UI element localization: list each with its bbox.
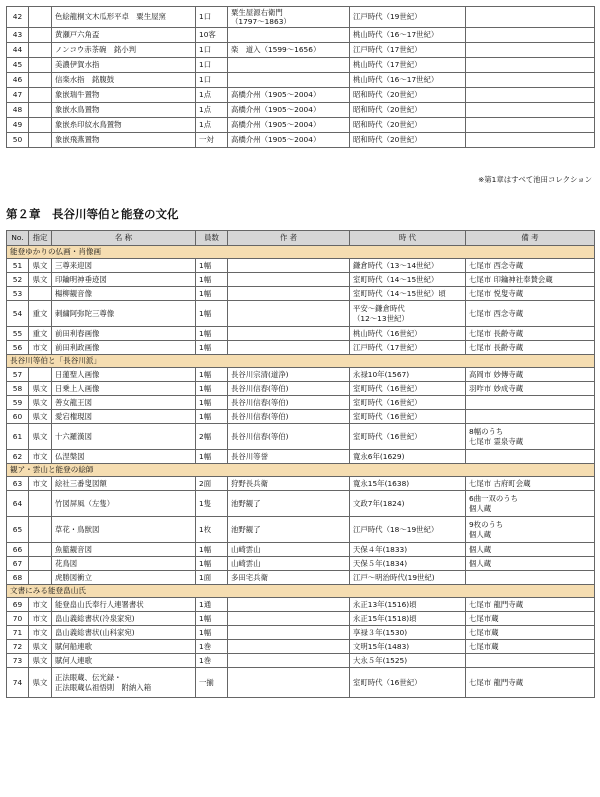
section-title: 長谷川等伯と「長谷川派」 [7, 355, 595, 368]
cell-remarks: 個人蔵 [466, 543, 595, 557]
cell-artist: 山崎雲山 [228, 543, 350, 557]
cell-period: 江戸時代（19世紀） [350, 7, 466, 28]
cell-quantity: 1幅 [196, 396, 228, 410]
cell-period: 享禄３年(1530) [350, 626, 466, 640]
section-title: 観ア・雲山と能登の絵師 [7, 464, 595, 477]
column-header: 名 称 [52, 231, 196, 246]
cell-item-number: 65 [7, 517, 29, 543]
cell-remarks [466, 133, 595, 148]
cell-artist [228, 654, 350, 668]
cell-remarks: 羽咋市 妙成寺蔵 [466, 382, 595, 396]
table-row [7, 73, 595, 88]
cell-item-number: 52 [7, 273, 29, 287]
cell-item-name: 竹図屏風（左隻） [52, 491, 196, 517]
column-header: 員数 [196, 231, 228, 246]
table-row [7, 396, 595, 410]
cell-designation: 県文 [29, 424, 52, 450]
cell-item-name: 畠山義総書状(山科家宛) [52, 626, 196, 640]
cell-period: 桃山時代（16〜17世紀） [350, 28, 466, 43]
cell-quantity: 一対 [196, 133, 228, 148]
cell-item-name: 仏涅槃図 [52, 450, 196, 464]
cell-designation [29, 103, 52, 118]
cell-item-name: 象嵌瑞牛置物 [52, 88, 196, 103]
table-row [7, 424, 595, 450]
cell-period: 桃山時代（16世紀） [350, 327, 466, 341]
table-row [7, 598, 595, 612]
cell-period: 桃山時代（16〜17世紀） [350, 73, 466, 88]
table-row [7, 612, 595, 626]
table-row [7, 543, 595, 557]
table-row [7, 28, 595, 43]
cell-item-name: 善女龍王図 [52, 396, 196, 410]
cell-designation: 市文 [29, 450, 52, 464]
cell-item-number: 70 [7, 612, 29, 626]
cell-artist: 長谷川信春(等伯) [228, 396, 350, 410]
table-row [7, 368, 595, 382]
cell-designation: 県文 [29, 273, 52, 287]
cell-period: 大永５年(1525) [350, 654, 466, 668]
cell-designation: 県文 [29, 410, 52, 424]
table-row [7, 654, 595, 668]
cell-quantity: 1口 [196, 43, 228, 58]
cell-item-name: 信楽水指 銘腹鼓 [52, 73, 196, 88]
cell-period: 室町時代（16世紀） [350, 396, 466, 410]
cell-item-name: 畠山義総書状(冷泉家宛) [52, 612, 196, 626]
cell-item-name: 前田利政画像 [52, 341, 196, 355]
section-header-row [7, 464, 595, 477]
column-header: 作 者 [228, 231, 350, 246]
table-row [7, 287, 595, 301]
cell-item-number: 69 [7, 598, 29, 612]
cell-item-name: 花鳥図 [52, 557, 196, 571]
cell-artist [228, 612, 350, 626]
cell-item-number: 74 [7, 668, 29, 698]
cell-period: 天保４年(1833) [350, 543, 466, 557]
cell-remarks: 七尾市 西念寺蔵 [466, 301, 595, 327]
cell-artist [228, 341, 350, 355]
cell-period: 室町時代（16世紀） [350, 382, 466, 396]
cell-item-name: 楊柳観音像 [52, 287, 196, 301]
cell-item-name: 能登畠山氏奉行人連署書状 [52, 598, 196, 612]
cell-artist [228, 28, 350, 43]
table-row [7, 88, 595, 103]
chapter2-table-body [7, 246, 595, 698]
cell-quantity: 1口 [196, 58, 228, 73]
cell-item-name: 三尊来迎図 [52, 259, 196, 273]
cell-item-name: ノンコウ赤茶碗 銘小判 [52, 43, 196, 58]
cell-period: 寛永6年(1629) [350, 450, 466, 464]
column-header: 備 考 [466, 231, 595, 246]
table-header-row [7, 231, 595, 246]
table-row [7, 7, 595, 28]
cell-quantity: 1幅 [196, 612, 228, 626]
cell-designation [29, 287, 52, 301]
cell-item-number: 44 [7, 43, 29, 58]
cell-item-name: 前田利春画像 [52, 327, 196, 341]
cell-item-name: 印鑰明神垂迹図 [52, 273, 196, 287]
table-row [7, 668, 595, 698]
cell-artist: 山崎雲山 [228, 557, 350, 571]
cell-artist: 楽 道入（1599〜1656） [228, 43, 350, 58]
cell-period: 昭和時代（20世紀） [350, 103, 466, 118]
table-row [7, 517, 595, 543]
cell-item-number: 50 [7, 133, 29, 148]
cell-artist [228, 259, 350, 273]
cell-artist [228, 273, 350, 287]
table-row [7, 557, 595, 571]
cell-remarks [466, 118, 595, 133]
cell-item-number: 59 [7, 396, 29, 410]
cell-item-number: 64 [7, 491, 29, 517]
cell-artist [228, 287, 350, 301]
cell-remarks: 個人蔵 [466, 557, 595, 571]
cell-remarks: 七尾市蔵 [466, 612, 595, 626]
cell-designation [29, 543, 52, 557]
cell-quantity: 1隻 [196, 491, 228, 517]
chapter1-table [6, 6, 595, 148]
cell-designation: 市文 [29, 612, 52, 626]
cell-remarks [466, 571, 595, 585]
cell-quantity: 1幅 [196, 410, 228, 424]
cell-quantity: 1点 [196, 88, 228, 103]
cell-artist: 池野観了 [228, 491, 350, 517]
cell-period: 室町時代（14〜15世紀）頃 [350, 287, 466, 301]
cell-quantity: 1幅 [196, 543, 228, 557]
cell-remarks [466, 58, 595, 73]
table-row [7, 133, 595, 148]
cell-artist: 高橋介州（1905〜2004） [228, 118, 350, 133]
cell-artist: 狩野長兵衛 [228, 477, 350, 491]
cell-designation: 市文 [29, 626, 52, 640]
cell-artist [228, 598, 350, 612]
chapter-title: 第２章 長谷川等伯と能登の文化 [6, 207, 179, 221]
cell-artist: 長谷川宗清(道浄) [228, 368, 350, 382]
column-header: No. [7, 231, 29, 246]
cell-item-number: 48 [7, 103, 29, 118]
cell-period: 天保５年(1834) [350, 557, 466, 571]
table-row [7, 410, 595, 424]
cell-quantity: 1幅 [196, 450, 228, 464]
cell-item-number: 49 [7, 118, 29, 133]
cell-item-number: 62 [7, 450, 29, 464]
cell-quantity: 1幅 [196, 327, 228, 341]
cell-designation: 市文 [29, 341, 52, 355]
cell-item-number: 58 [7, 382, 29, 396]
cell-remarks: 七尾市 西念寺蔵 [466, 259, 595, 273]
cell-quantity: 1幅 [196, 557, 228, 571]
cell-remarks: 七尾市 長齢寺蔵 [466, 341, 595, 355]
cell-remarks: 七尾市 印鑰神社奉賛会蔵 [466, 273, 595, 287]
column-header: 時 代 [350, 231, 466, 246]
cell-designation: 重文 [29, 301, 52, 327]
cell-item-number: 51 [7, 259, 29, 273]
cell-item-number: 43 [7, 28, 29, 43]
cell-quantity: 2面 [196, 477, 228, 491]
cell-item-name: 日蓮聖人画像 [52, 368, 196, 382]
table-row [7, 491, 595, 517]
cell-remarks: 高岡市 妙傳寺蔵 [466, 368, 595, 382]
cell-artist: 長谷川等誉 [228, 450, 350, 464]
cell-remarks: 9枚のうち 個人蔵 [466, 517, 595, 543]
cell-period: 江戸時代（17世紀） [350, 341, 466, 355]
cell-quantity: 1幅 [196, 273, 228, 287]
cell-period: 平安〜鎌倉時代 （12〜13世紀） [350, 301, 466, 327]
cell-quantity: 1幅 [196, 626, 228, 640]
cell-item-number: 60 [7, 410, 29, 424]
cell-item-name: 虎勝図衝立 [52, 571, 196, 585]
cell-item-number: 73 [7, 654, 29, 668]
cell-period: 江戸時代（18〜19世紀） [350, 517, 466, 543]
table-row [7, 118, 595, 133]
cell-item-number: 46 [7, 73, 29, 88]
cell-designation [29, 7, 52, 28]
cell-period: 昭和時代（20世紀） [350, 118, 466, 133]
cell-designation: 市文 [29, 477, 52, 491]
cell-designation: 県文 [29, 654, 52, 668]
cell-remarks: 七尾市 長齢寺蔵 [466, 327, 595, 341]
cell-remarks: 七尾市蔵 [466, 640, 595, 654]
section-header-row [7, 355, 595, 368]
cell-item-name: 象嵌水鳥置物 [52, 103, 196, 118]
cell-designation [29, 557, 52, 571]
cell-designation [29, 58, 52, 73]
cell-item-name: 魚籃観音図 [52, 543, 196, 557]
cell-item-name: 草花・鳥獣図 [52, 517, 196, 543]
cell-item-name: 象嵌飛燕置物 [52, 133, 196, 148]
cell-period: 昭和時代（20世紀） [350, 133, 466, 148]
cell-item-number: 54 [7, 301, 29, 327]
cell-artist: 長谷川信春(等伯) [228, 424, 350, 450]
cell-artist [228, 73, 350, 88]
cell-artist: 池野観了 [228, 517, 350, 543]
table-row [7, 382, 595, 396]
cell-item-number: 67 [7, 557, 29, 571]
section-title: 能登ゆかりの仏画・肖像画 [7, 246, 595, 259]
cell-designation [29, 73, 52, 88]
cell-designation [29, 43, 52, 58]
cell-artist: 高橋介州（1905〜2004） [228, 88, 350, 103]
cell-quantity: 2幅 [196, 424, 228, 450]
cell-item-name: 美濃伊賀水指 [52, 58, 196, 73]
cell-item-number: 61 [7, 424, 29, 450]
cell-quantity: 1通 [196, 598, 228, 612]
cell-artist: 粟生屋源右衛門 （1797〜1863） [228, 7, 350, 28]
cell-remarks [466, 7, 595, 28]
section-header-row [7, 585, 595, 598]
cell-quantity: 10客 [196, 28, 228, 43]
cell-period: 永正13年(1516)頃 [350, 598, 466, 612]
cell-designation [29, 368, 52, 382]
cell-item-name: 刺繍阿弥陀三尊像 [52, 301, 196, 327]
cell-item-number: 66 [7, 543, 29, 557]
cell-item-name: 賦何船連歌 [52, 640, 196, 654]
cell-item-number: 72 [7, 640, 29, 654]
cell-remarks: 6曲一双のうち 個人蔵 [466, 491, 595, 517]
cell-period: 昭和時代（20世紀） [350, 88, 466, 103]
cell-item-number: 42 [7, 7, 29, 28]
cell-period: 文明15年(1483) [350, 640, 466, 654]
cell-remarks: 七尾市蔵 [466, 626, 595, 640]
cell-remarks: 七尾市 龍門寺蔵 [466, 668, 595, 698]
cell-designation [29, 118, 52, 133]
cell-quantity: 1幅 [196, 368, 228, 382]
cell-artist: 多田宅兵衛 [228, 571, 350, 585]
cell-item-name: 絵社三番叟図額 [52, 477, 196, 491]
cell-period: 永禄10年(1567) [350, 368, 466, 382]
cell-artist [228, 640, 350, 654]
cell-quantity: 1点 [196, 103, 228, 118]
cell-designation [29, 88, 52, 103]
cell-period: 江戸〜明治時代(19世紀) [350, 571, 466, 585]
table-row [7, 327, 595, 341]
cell-designation: 県文 [29, 259, 52, 273]
table-row [7, 259, 595, 273]
cell-quantity: 1口 [196, 73, 228, 88]
cell-quantity: 一揃 [196, 668, 228, 698]
cell-designation: 県文 [29, 640, 52, 654]
cell-quantity: 1巻 [196, 654, 228, 668]
cell-designation [29, 28, 52, 43]
cell-artist [228, 301, 350, 327]
cell-item-number: 55 [7, 327, 29, 341]
cell-artist: 長谷川信春(等伯) [228, 410, 350, 424]
cell-quantity: 1幅 [196, 341, 228, 355]
cell-remarks [466, 28, 595, 43]
cell-artist [228, 626, 350, 640]
cell-period: 室町時代（14〜15世紀） [350, 273, 466, 287]
table-row [7, 301, 595, 327]
table-row [7, 626, 595, 640]
table-row [7, 477, 595, 491]
table-row [7, 58, 595, 73]
cell-designation: 県文 [29, 382, 52, 396]
cell-period: 室町時代（16世紀） [350, 410, 466, 424]
cell-item-name: 色絵龍桐文木瓜形平卓 粟生屋窯 [52, 7, 196, 28]
cell-item-number: 71 [7, 626, 29, 640]
cell-period: 室町時代（16世紀） [350, 668, 466, 698]
cell-artist: 高橋介州（1905〜2004） [228, 133, 350, 148]
cell-period: 江戸時代（17世紀） [350, 43, 466, 58]
cell-designation [29, 517, 52, 543]
cell-item-name: 象嵌糸印紋水鳥置物 [52, 118, 196, 133]
cell-remarks [466, 43, 595, 58]
cell-period: 寛永15年(1638) [350, 477, 466, 491]
collection-note: ※第1章はすべて池田コレクション [478, 175, 592, 184]
cell-remarks: 七尾市 悦叟寺蔵 [466, 287, 595, 301]
cell-artist: 高橋介州（1905〜2004） [228, 103, 350, 118]
cell-period: 室町時代（16世紀） [350, 424, 466, 450]
cell-designation: 重文 [29, 327, 52, 341]
cell-period: 永正15年(1518)頃 [350, 612, 466, 626]
table-row [7, 341, 595, 355]
table-row [7, 450, 595, 464]
table-row [7, 43, 595, 58]
cell-quantity: 1口 [196, 7, 228, 28]
cell-item-name: 日乗上人画像 [52, 382, 196, 396]
cell-quantity: 1幅 [196, 287, 228, 301]
cell-artist [228, 327, 350, 341]
cell-remarks: 8幅のうち 七尾市 霊泉寺蔵 [466, 424, 595, 450]
cell-quantity: 1幅 [196, 382, 228, 396]
cell-item-name: 十六羅漢図 [52, 424, 196, 450]
table-row [7, 273, 595, 287]
cell-period: 鎌倉時代（13〜14世紀） [350, 259, 466, 273]
cell-item-number: 68 [7, 571, 29, 585]
cell-item-name: 正法眼蔵、伝光録・ 正法眼蔵仏祖悟則 附納入箱 [52, 668, 196, 698]
cell-artist: 長谷川信春(等伯) [228, 382, 350, 396]
cell-quantity: 1幅 [196, 259, 228, 273]
cell-designation [29, 133, 52, 148]
cell-period: 桃山時代（17世紀） [350, 58, 466, 73]
cell-designation [29, 571, 52, 585]
cell-item-name: 賦何人連歌 [52, 654, 196, 668]
cell-item-number: 45 [7, 58, 29, 73]
cell-remarks [466, 410, 595, 424]
cell-remarks [466, 73, 595, 88]
cell-quantity: 1巻 [196, 640, 228, 654]
cell-quantity: 1枚 [196, 517, 228, 543]
column-header: 指定 [29, 231, 52, 246]
section-title: 文書にみる能登畠山氏 [7, 585, 595, 598]
cell-item-name: 愛宕権現図 [52, 410, 196, 424]
cell-item-name: 黄瀬戸六角盃 [52, 28, 196, 43]
cell-artist [228, 58, 350, 73]
cell-item-number: 63 [7, 477, 29, 491]
cell-quantity: 1幅 [196, 301, 228, 327]
cell-quantity: 1面 [196, 571, 228, 585]
cell-remarks [466, 103, 595, 118]
cell-item-number: 57 [7, 368, 29, 382]
cell-remarks [466, 88, 595, 103]
cell-designation: 市文 [29, 598, 52, 612]
table-row [7, 571, 595, 585]
cell-remarks: 七尾市 龍門寺蔵 [466, 598, 595, 612]
table-row [7, 103, 595, 118]
cell-designation: 県文 [29, 396, 52, 410]
cell-designation [29, 491, 52, 517]
cell-remarks: 七尾市 古府町会蔵 [466, 477, 595, 491]
chapter2-table [6, 230, 595, 698]
cell-remarks [466, 654, 595, 668]
cell-item-number: 53 [7, 287, 29, 301]
section-header-row [7, 246, 595, 259]
cell-quantity: 1点 [196, 118, 228, 133]
cell-item-number: 56 [7, 341, 29, 355]
cell-item-number: 47 [7, 88, 29, 103]
cell-remarks [466, 396, 595, 410]
cell-artist [228, 668, 350, 698]
cell-period: 文政7年(1824) [350, 491, 466, 517]
table-row [7, 640, 595, 654]
chapter1-table-body [7, 7, 595, 148]
cell-designation: 県文 [29, 668, 52, 698]
cell-remarks [466, 450, 595, 464]
